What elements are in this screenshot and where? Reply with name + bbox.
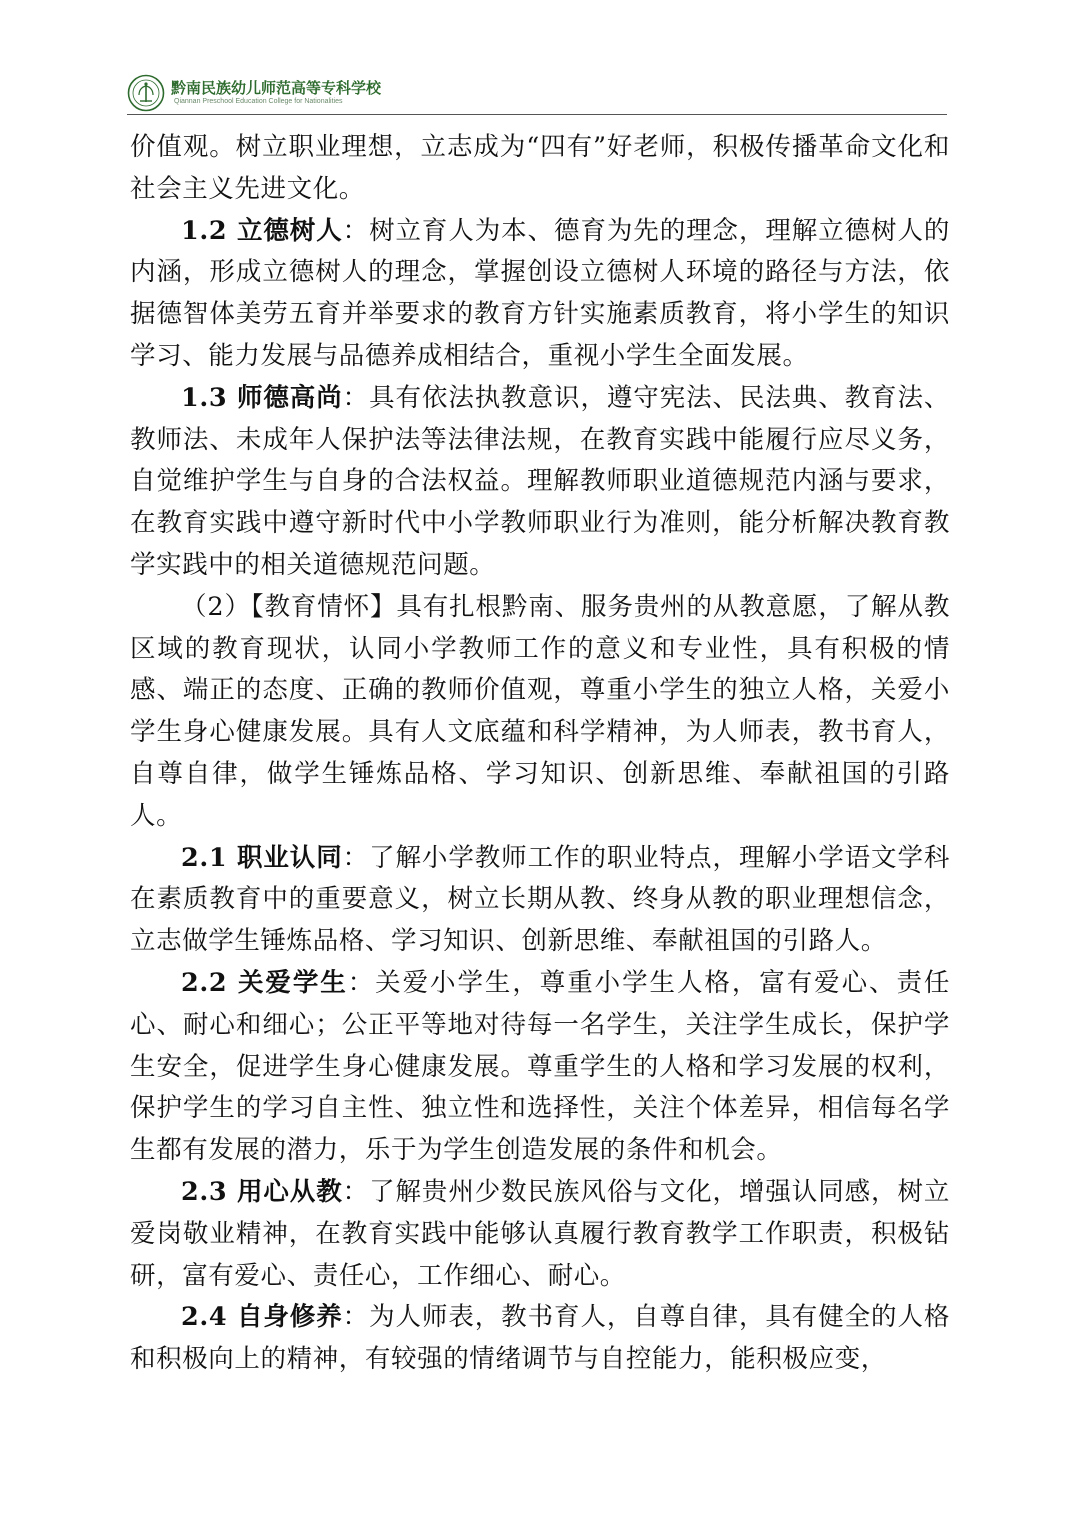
paragraph-text: 为人师表，教书育人，自尊自律，具有健全的人格和积极向上的精神，有较强的情绪调节与自控能力，能积极应变， bbox=[130, 1302, 950, 1375]
section-title: 1.3 师德高尚 bbox=[181, 382, 343, 413]
title-colon: ： bbox=[342, 382, 370, 413]
school-seal-icon bbox=[127, 74, 165, 112]
paragraph-continuation bbox=[130, 127, 950, 211]
section-title: 2.2 关爱学生 bbox=[181, 967, 348, 998]
title-colon: ： bbox=[347, 967, 376, 998]
paragraph-text: 关爱小学生，尊重小学生人格，富有爱心、责任心、耐心和细心；公正平等地对待每一名学生，关注学生成长，保护学生安全，促进学生身心健康发展。尊重学生的人格和学习发展的权利，保护学生的学习自主性、独立性和选择性，关注个体差异，相信每名学生都有发展的潜力，乐于为学生创造发展的条件和机会。 bbox=[130, 967, 950, 1166]
paragraph-text: 具有依法执教意识，遵守宪法、民法典、教育法、教师法、未成年人保护法等法律法规，在教育实践中能履行应尽义务，自觉维护学生与自身的合法权益。理解教师职业道德规范内涵与要求，在教育实践中遵守新时代中小学教师职业行为准则，能分析解决教育教学实践中的相关道德规范问题。 bbox=[130, 382, 950, 580]
paragraph-2-2 bbox=[130, 963, 950, 1172]
school-name-cn: 黔南民族幼儿师范高等专科学校 bbox=[171, 79, 382, 97]
school-name-en: Qiannan Preschool Education College for Nationalities bbox=[174, 98, 343, 105]
title-colon: ： bbox=[342, 1176, 370, 1207]
document-body bbox=[130, 127, 950, 1381]
paragraph-1-2 bbox=[130, 211, 950, 378]
paragraph-2-3 bbox=[130, 1172, 950, 1297]
title-colon: ： bbox=[342, 1302, 370, 1333]
page-header bbox=[127, 72, 947, 116]
section-title: 2.1 职业认同 bbox=[181, 842, 343, 873]
paragraph-2-education-sentiment bbox=[130, 587, 950, 838]
paragraph-text: 价值观。树立职业理想，立志成为“四有”好老师，积极传播革命文化和社会主义先进文化。 bbox=[130, 132, 950, 204]
paragraph-text: 了解贵州少数民族风俗与文化，增强认同感，树立爱岗敬业精神，在教育实践中能够认真履行教育教学工作职责，积极钻研，富有爱心、责任心，工作细心、耐心。 bbox=[130, 1176, 950, 1291]
title-colon: ： bbox=[342, 842, 370, 873]
paragraph-2-4 bbox=[130, 1297, 950, 1381]
title-colon: ： bbox=[342, 215, 370, 246]
section-title: 2.4 自身修养 bbox=[181, 1302, 343, 1333]
paragraph-text: （2）【教育情怀】具有扎根黔南、服务贵州的从教意愿，了解从教区域的教育现状，认同小学教师工作的意义和专业性，具有积极的情感、端正的态度、正确的教师价值观，尊重小学生的独立人格，关爱小学生身心健康发展。具有人文底蕴和科学精神，为人师表，教书育人，自尊自律，做学生锤炼品格、学习知识、创新思维、奉献祖国的引路人。 bbox=[130, 591, 950, 831]
paragraph-text: 了解小学教师工作的职业特点，理解小学语文学科在素质教育中的重要意义，树立长期从教、终身从教的职业理想信念，立志做学生锤炼品格、学习知识、创新思维、奉献祖国的引路人。 bbox=[130, 842, 950, 957]
section-title: 1.2 立德树人 bbox=[181, 215, 343, 246]
paragraph-1-3 bbox=[130, 378, 950, 587]
paragraph-text: 树立育人为本、德育为先的理念，理解立德树人的内涵，形成立德树人的理念，掌握创设立德树人环境的路径与方法，依据德智体美劳五育并举要求的教育方针实施素质教育，将小学生的知识学习、能力发展与品德养成相结合，重视小学生全面发展。 bbox=[130, 215, 950, 371]
header-divider bbox=[127, 114, 947, 115]
paragraph-2-1 bbox=[130, 838, 950, 963]
section-title: 2.3 用心从教 bbox=[181, 1176, 343, 1207]
